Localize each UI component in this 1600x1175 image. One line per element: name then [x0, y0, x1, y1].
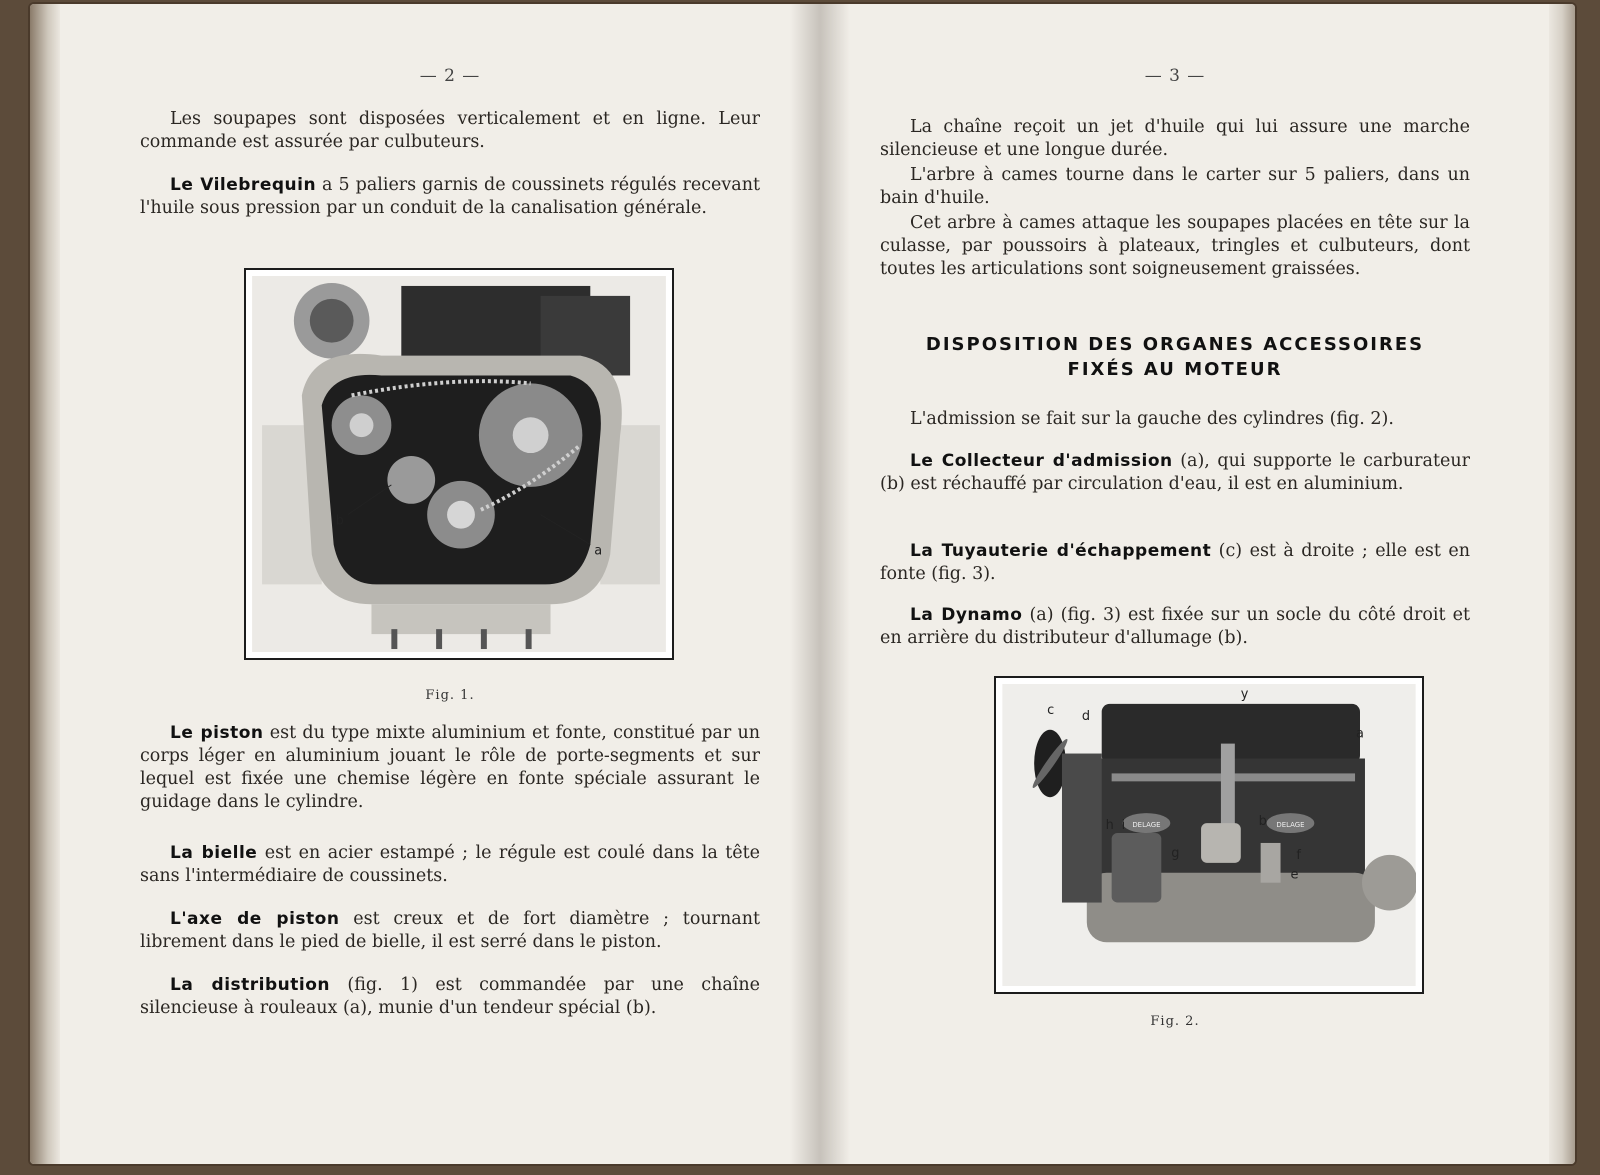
book-gutter	[790, 4, 850, 1164]
paragraph-vilebrequin: Le Vilebrequin a 5 paliers garnis de coussinets régulés recevant l'huile sous pression par un conduit de la canalisation générale.	[140, 175, 760, 218]
page-number: — 3 —	[1144, 66, 1206, 86]
figure-2-engine-left-side	[994, 676, 1424, 994]
figure1-label-b: b	[335, 513, 344, 529]
paragraph-bielle: La bielle est en acier estampé ; le régule est coulé dans la tête sans l'intermédiaire de coussinets.	[140, 843, 761, 886]
figure-1-caption: Fig. 1.	[425, 688, 475, 703]
svg-text:h: h	[1105, 818, 1114, 834]
paragraph-soupapes-tete: Cet arbre à cames attaque les soupapes placées en tête sur la culasse, par poussoirs à plateaux, tringles et culbuteurs, dont toutes les articulations sont soigneusement graissées.	[880, 213, 1470, 279]
svg-text:g: g	[1171, 845, 1180, 861]
paragraph-distribution: La distribution (fig. 1) est commandée par une chaîne silencieuse à rouleaux (a), munie d'un tendeur spécial (b).	[140, 975, 760, 1018]
svg-text:y: y	[1240, 686, 1249, 702]
timing-chain-illustration	[252, 276, 666, 652]
heading-tuyauterie: La Tuyauterie d'échappement	[910, 541, 1212, 561]
section-title	[880, 332, 1470, 382]
delage-badge-right: DELAGE	[1276, 821, 1305, 830]
paragraph-chaine: La chaîne reçoit un jet d'huile qui lui assure une marche silencieuse et une longue durée.	[880, 117, 1470, 160]
left-page	[140, 4, 760, 1164]
page-number: — 2 —	[419, 66, 481, 86]
svg-text:a: a	[1356, 726, 1364, 742]
svg-text:e: e	[1290, 867, 1299, 883]
heading-piston: Le piston	[170, 723, 264, 743]
heading-distribution: La distribution	[170, 975, 330, 995]
heading-dynamo: La Dynamo	[910, 605, 1023, 625]
figure-2-caption: Fig. 2.	[1150, 1014, 1200, 1029]
heading-collecteur: Le Collecteur d'admission	[910, 451, 1173, 471]
svg-text:c: c	[1047, 702, 1055, 718]
engine-illustration	[1002, 684, 1416, 986]
paragraph-admission: L'admission se fait sur la gauche des cylindres (fig. 2).	[910, 409, 1394, 429]
svg-text:f: f	[1296, 847, 1301, 863]
section-title-line2: FIXÉS AU MOTEUR	[1067, 359, 1283, 380]
heading-vilebrequin: Le Vilebrequin	[170, 175, 317, 195]
open-book	[30, 4, 1575, 1164]
figure1-label-a: a	[594, 543, 603, 559]
section-title-line1: DISPOSITION DES ORGANES ACCESSOIRES	[925, 334, 1425, 355]
delage-badge-left: DELAGE	[1132, 821, 1161, 830]
svg-text:i: i	[1121, 818, 1126, 834]
figure-1-timing-chain	[244, 268, 674, 660]
paragraph-collecteur: Le Collecteur d'admission (a), qui supporte le carburateur (b) est réchauffé par circulation d'eau, il est en aluminium.	[880, 451, 1470, 494]
paragraph-soupapes: Les soupapes sont disposées verticalement et en ligne. Leur commande est assurée par culbuteurs.	[140, 109, 760, 152]
svg-text:b: b	[1258, 814, 1267, 830]
svg-text:d: d	[1081, 708, 1091, 724]
right-page	[880, 4, 1470, 1164]
right-page-edges	[1549, 4, 1575, 1164]
left-page-edges	[30, 4, 60, 1164]
paragraph-tuyauterie: La Tuyauterie d'échappement (c) est à droite ; elle est en fonte (fig. 3).	[880, 541, 1471, 584]
paragraph-piston: Le piston est du type mixte aluminium et fonte, constitué par un corps léger en aluminium jouant le rôle de porte-segments et sur lequel est fixée une chemise légère en fonte spéciale assurant le guidage dans le cylindre.	[140, 723, 760, 812]
paragraph-dynamo: La Dynamo (a) (fig. 3) est fixée sur un socle du côté droit et en arrière du distributeur d'allumage (b).	[880, 605, 1470, 648]
heading-bielle: La bielle	[170, 843, 258, 863]
heading-axe-piston: L'axe de piston	[170, 909, 340, 929]
paragraph-arbre-cames: L'arbre à cames tourne dans le carter sur 5 paliers, dans un bain d'huile.	[880, 165, 1470, 208]
paragraph-axe-piston: L'axe de piston est creux et de fort diamètre ; tournant librement dans le pied de bielle, il est serré dans le piston.	[140, 909, 760, 952]
